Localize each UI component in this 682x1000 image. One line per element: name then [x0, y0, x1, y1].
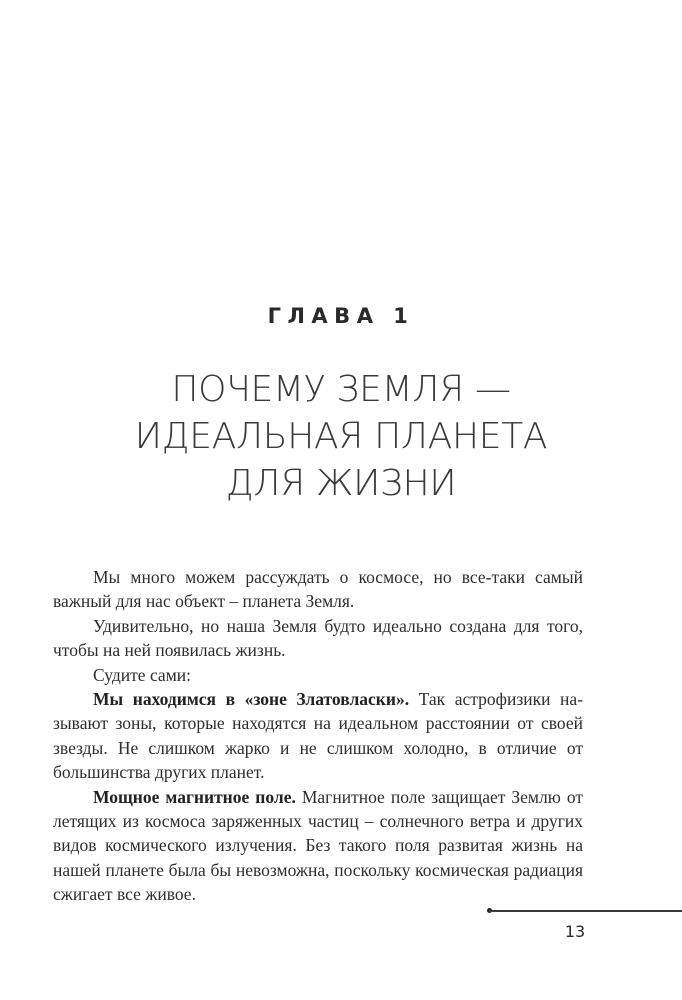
paragraph — [53, 614, 583, 663]
paragraph-lead: Мы находимся в «зоне Златовласки». — [93, 689, 410, 710]
paragraph-text: Мы много можем рассуждать о космосе, но все-таки самый важный для нас объект – планета Земля. — [53, 567, 583, 612]
chapter-label: ГЛАВА 1 — [267, 304, 415, 328]
paragraph-text: Судите сами: — [93, 664, 191, 685]
page-number: 13 — [564, 922, 586, 941]
paragraph — [53, 565, 583, 614]
paragraph-lead: Мощное магнитное поле. — [93, 786, 296, 807]
footer-rule — [489, 910, 682, 912]
paragraph-text: Магнитное поле защищает Землю от летящих из космоса заряженных частиц – солнечного ветра и других видов космического излучения. Без такого поля развитая жизнь на нашей планете была бы невозможна, поскольку космическая радиация сжигает все живое. — [53, 786, 583, 905]
body-text — [53, 565, 583, 907]
chapter-title-line: ИДЕАЛЬНАЯ ПЛАНЕТА — [134, 416, 548, 457]
chapter-title-line: ДЛЯ ЖИЗНИ — [225, 463, 457, 504]
paragraph-text: Удивительно, но наша Земля будто идеально создана для того, чтобы на ней появилась жизнь. — [53, 615, 583, 661]
paragraph — [53, 687, 583, 785]
paragraph — [53, 663, 583, 687]
paragraph — [53, 785, 583, 907]
chapter-title-line: ПОЧЕМУ ЗЕМЛЯ — — [171, 369, 511, 410]
chapter-title — [0, 366, 682, 507]
paragraph-text: Так астрофизики называют зоны, которые находятся на идеальном расстоянии от своей звезды. Не слишком жарко и не слишком холодно, в отличие от большинства других планет. — [53, 689, 584, 783]
